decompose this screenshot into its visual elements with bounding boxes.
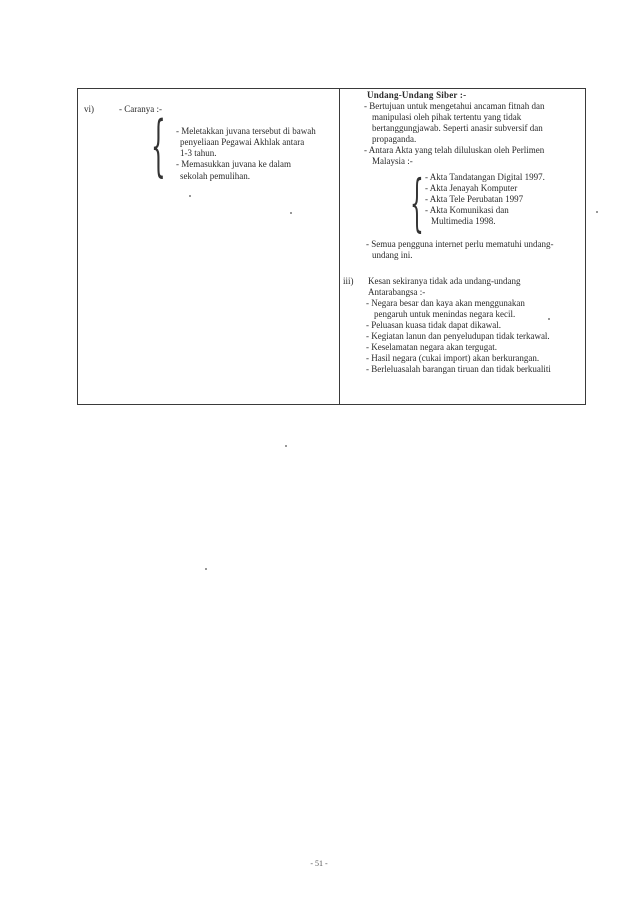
scan-speck (290, 212, 292, 214)
iii-title-2: Antarabangsa :- (368, 287, 426, 297)
column-divider (339, 88, 340, 405)
left-item-1-cont: penyeliaan Pegawai Akhlak antara (180, 137, 305, 147)
scan-speck (205, 568, 207, 570)
intro-line-4: propaganda. (372, 134, 417, 144)
note-line-2: undang ini. (372, 250, 413, 260)
scan-speck (596, 211, 598, 213)
iii-item-5: - Hasil negara (cukai import) akan berkurangan. (366, 353, 540, 363)
iii-item-4: - Keselamatan negara akan tergugat. (366, 342, 498, 352)
caranya-label: - Caranya :- (119, 104, 162, 114)
iii-title-1: Kesan sekiranya tidak ada undang-undang (368, 276, 521, 286)
iii-item-6: - Berleluasalah barangan tiruan dan tidak berkualiti (366, 364, 551, 374)
iii-item-1: - Negara besar dan kaya akan menggunakan (366, 298, 525, 308)
left-brace: { (151, 107, 166, 184)
item-number-vi: vi) (84, 104, 94, 114)
intro-line-2: manipulasi oleh pihak tertentu yang tidak (372, 112, 522, 122)
left-item-1: - Meletakkan juvana tersebut di bawah (176, 126, 316, 136)
iii-item-2: - Peluasan kuasa tidak dapat dikawal. (366, 320, 501, 330)
iii-item-1-cont: pengaruh untuk menindas negara kecil. (374, 309, 516, 319)
act-item-4-cont: Multimedia 1998. (431, 216, 496, 226)
act-item-4: - Akta Komunikasi dan (425, 205, 509, 215)
cyber-law-heading: Undang-Undang Siber :- (367, 90, 467, 100)
intro-line-1: - Bertujuan untuk mengetahui ancaman fitnah dan (364, 101, 545, 111)
act-item-1: - Akta Tandatangan Digital 1997. (425, 172, 545, 182)
left-item-2: - Memasukkan juvana ke dalam (176, 159, 291, 169)
left-item-1-cont2: 1-3 tahun. (180, 148, 217, 158)
intro-line-3: bertanggungjawab. Seperti anasir subversif dan (372, 123, 543, 133)
scan-speck (548, 318, 550, 320)
intro-line-6: Malaysia :- (372, 156, 413, 166)
scan-speck (189, 195, 191, 197)
intro-line-5: - Antara Akta yang telah diluluskan oleh Perlimen (364, 145, 545, 155)
acts-brace: { (410, 166, 424, 239)
scan-speck (285, 445, 287, 447)
note-line-1: - Semua pengguna internet perlu mematuhi undang- (366, 239, 554, 249)
item-number-iii: iii) (343, 276, 354, 286)
left-item-2-cont: sekolah pemulihan. (180, 171, 250, 181)
page-number: - 51 - (310, 859, 328, 868)
act-item-3: - Akta Tele Perubatan 1997 (425, 194, 524, 204)
iii-item-3: - Kegiatan lanun dan penyeludupan tidak terkawal. (366, 331, 550, 341)
act-item-2: - Akta Jenayah Komputer (425, 183, 518, 193)
